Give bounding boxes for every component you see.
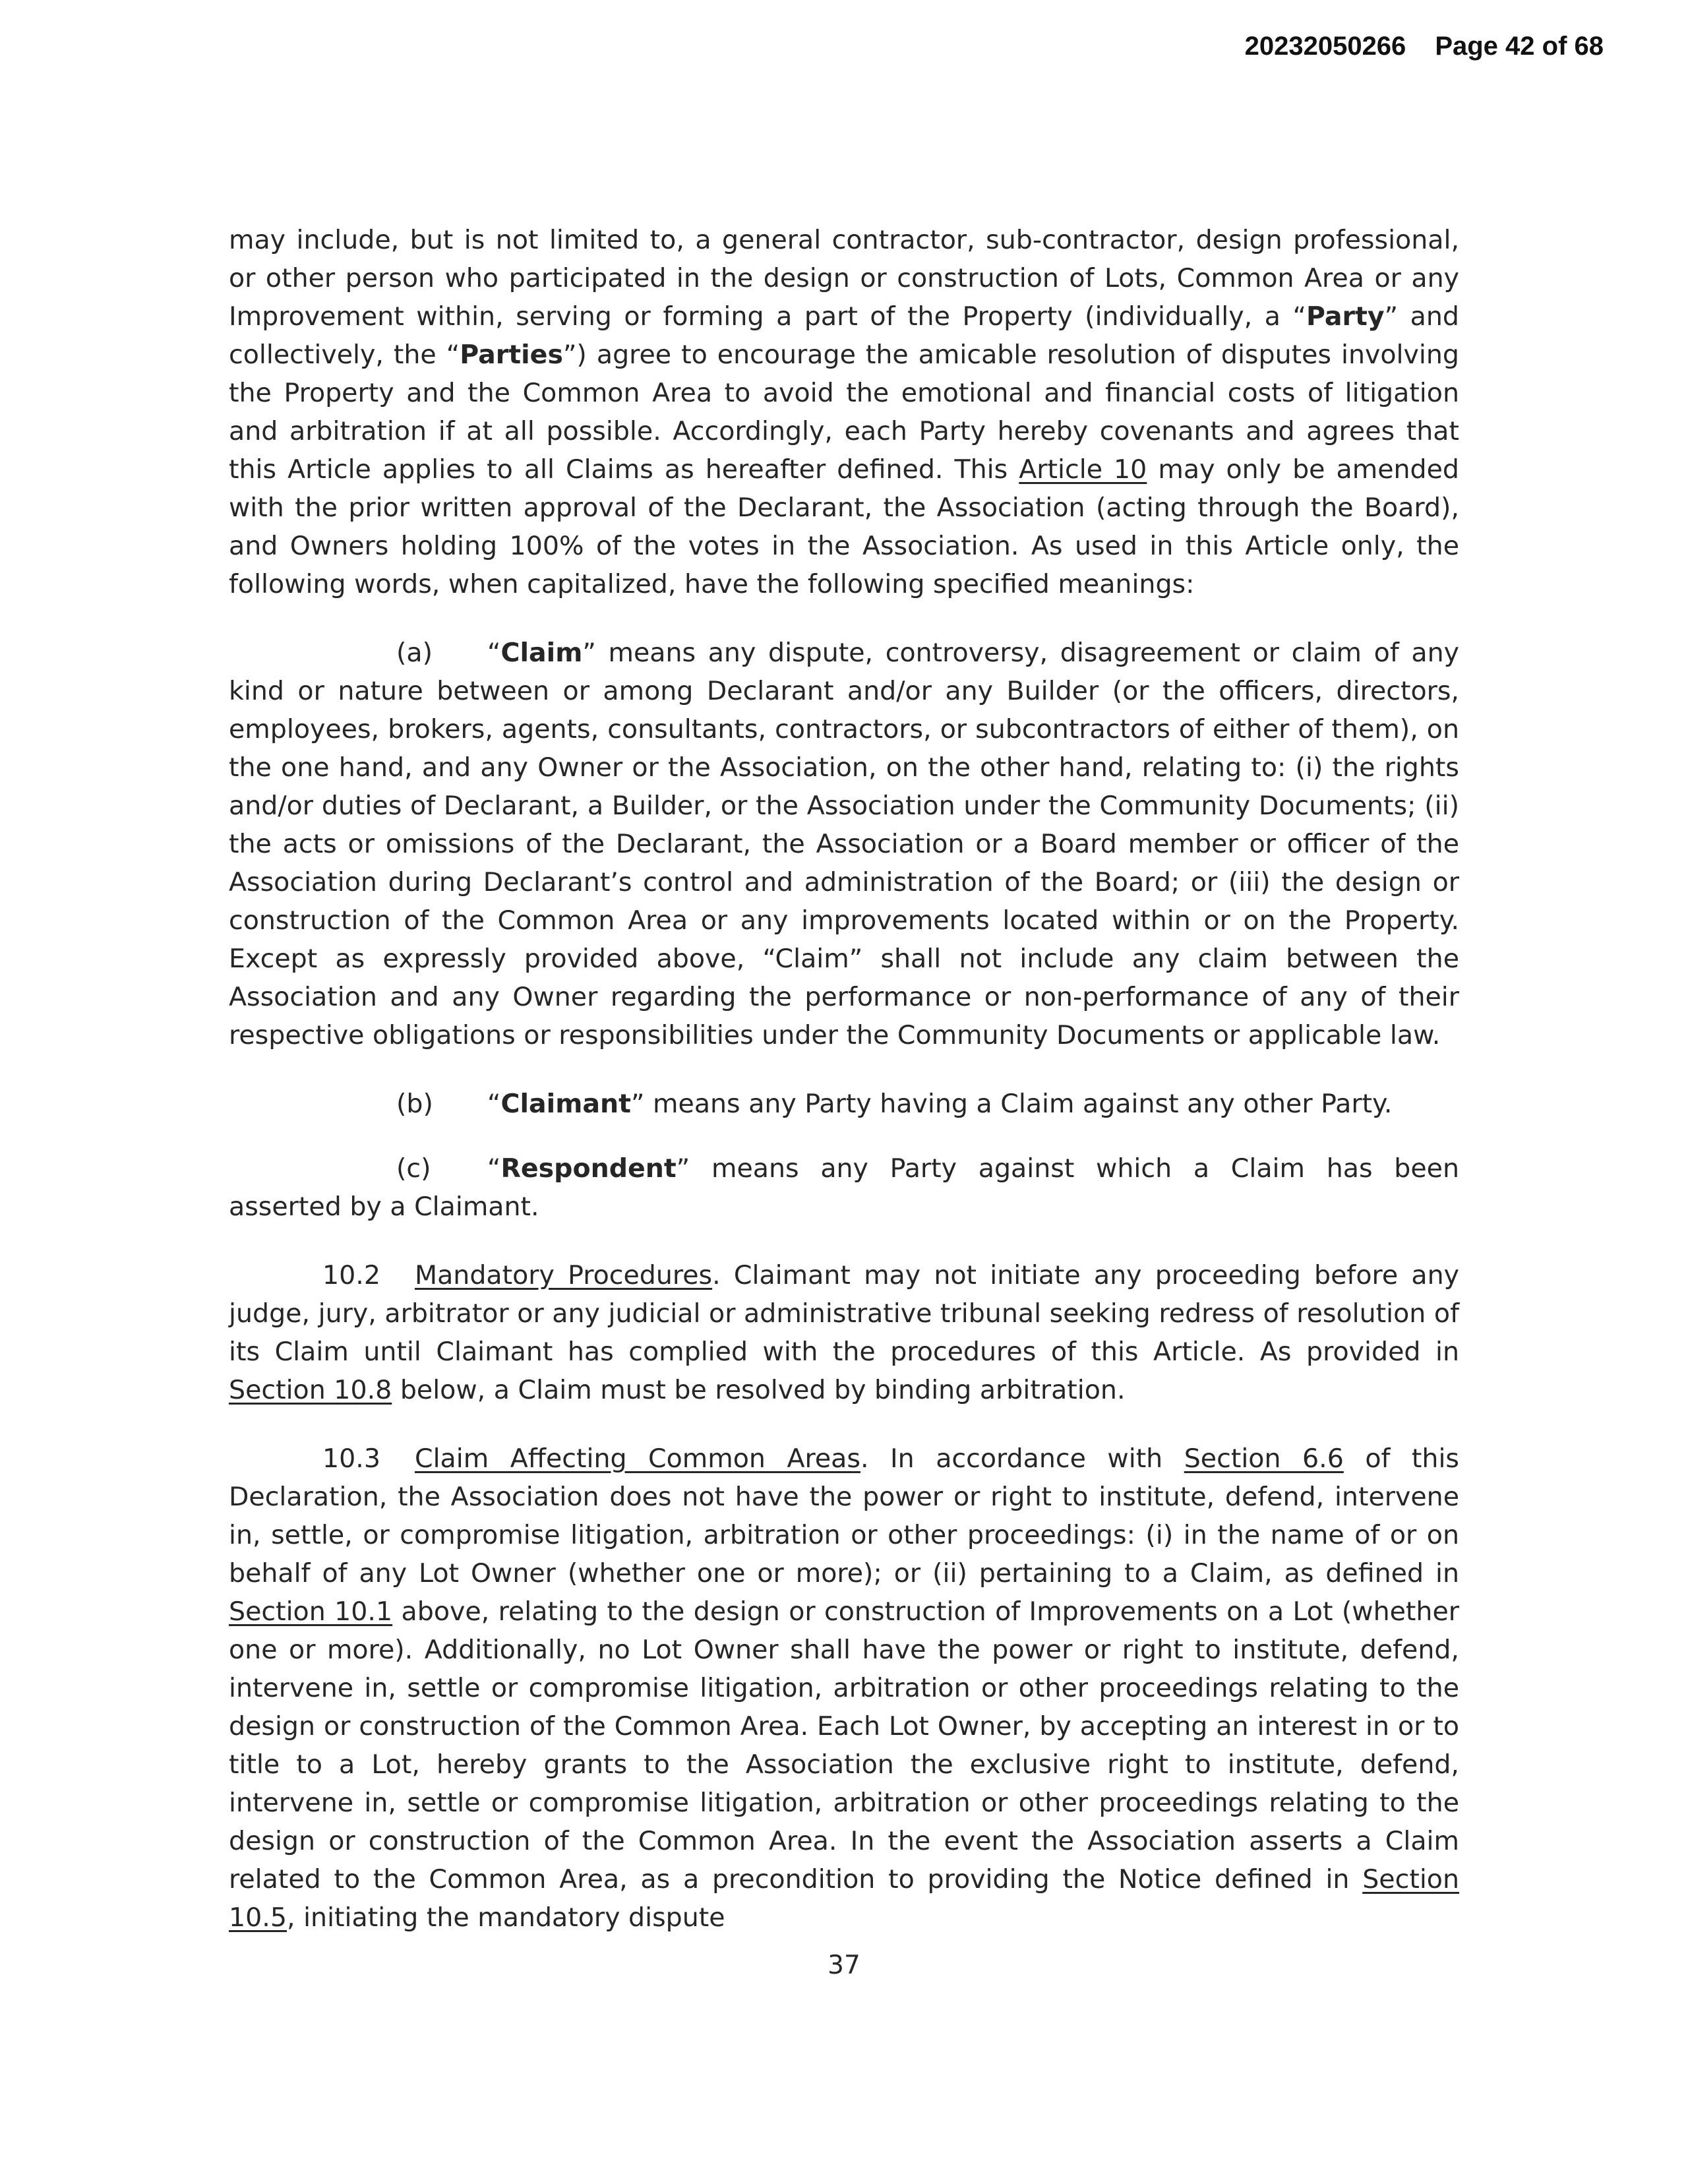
intro-text: may only be amended with the prior written approval of the Declarant, the Association (acting through the Board), and Owners holding 100% of the votes in the Association. As used in this Article only, the following words, when capitalized, have the following specified meanings: xyxy=(229,454,1459,599)
section-number: 10.2 xyxy=(322,1260,380,1290)
definition-claim xyxy=(229,634,1459,1054)
page-number: 37 xyxy=(828,1951,860,1980)
page-header xyxy=(1245,32,1604,61)
section-10-5-reference: Section 10.5 xyxy=(229,1864,1459,1933)
section-text: . Claimant may not initiate any proceeding before any judge, jury, arbitrator or any judicial or administrative tribunal seeking redress of resolution of its Claim until Claimant has complied with the procedures of this Article. As provided in xyxy=(229,1260,1460,1367)
section-10-8-reference: Section 10.8 xyxy=(229,1375,392,1405)
intro-paragraph xyxy=(229,221,1459,603)
document-number: 20232050266 xyxy=(1244,32,1406,61)
section-10-3 xyxy=(229,1440,1459,1937)
quote-mark: “ xyxy=(487,1153,501,1184)
definition-label: (b) xyxy=(396,1089,433,1119)
term-parties: Parties xyxy=(460,340,563,370)
section-title: Claim Affecting Common Areas xyxy=(415,1443,860,1474)
section-text: , initiating the mandatory dispute xyxy=(286,1902,725,1933)
definition-respondent xyxy=(229,1149,1459,1226)
definition-label: (a) xyxy=(396,638,433,668)
defined-term: Respondent xyxy=(500,1153,677,1184)
section-text: . In accordance with xyxy=(860,1443,1184,1474)
intro-text: may include, but is not limited to, a general contractor, sub-contractor, design professional, or other person who participated in the design or construction of Lots, Common Area or any Improvement within, serving or forming a part of the Property (individually, a “ xyxy=(229,225,1459,332)
section-text: below, a Claim must be resolved by binding arbitration. xyxy=(392,1375,1126,1405)
intro-text: ”) agree to encourage the amicable resolution of disputes involving the Property and the Common Area to avoid the emotional and financial costs of litigation and arbitration if at all possible. Accordingly, each Party hereby covenants and agrees that this Article applies to all Claims as hereafter defined. This xyxy=(229,340,1459,485)
section-10-2 xyxy=(229,1256,1459,1409)
document-body xyxy=(229,221,1459,1937)
intro-text: ” and collectively, the “ xyxy=(229,301,1459,370)
section-number: 10.3 xyxy=(322,1443,380,1474)
definition-text: ” means any Party against which a Claim has been asserted by a Claimant. xyxy=(229,1153,1459,1222)
page-label: Page 42 of 68 xyxy=(1435,32,1604,61)
defined-term: Claim xyxy=(500,638,583,668)
definition-claimant xyxy=(229,1085,1459,1123)
defined-term: Claimant xyxy=(500,1089,632,1119)
quote-mark: “ xyxy=(487,1089,501,1119)
section-10-1-reference: Section 10.1 xyxy=(229,1596,393,1627)
definition-text: ” means any dispute, controversy, disagreement or claim of any kind or nature between or among Declarant and/or any Builder (or the officers, directors, employees, brokers, agents, consultants, contractors, or subcontractors of either of them), on the one hand, and any Owner or the Association, on the other hand, relating to: (i) the rights and/or duties of Declarant, a Builder, or the Association under the Community Documents; (ii) the acts or omissions of the Declarant, the Association or a Board member or officer of the Association during Declarant’s control and administration of the Board; or (iii) the design or construction of the Common Area or any improvements located within or on the Property. Except as expressly provided above, “Claim” shall not include any claim between the Association and any Owner regarding the performance or non-performance of any of their respective obligations or responsibilities under the Community Documents or applicable law. xyxy=(229,638,1459,1050)
section-6-6-reference: Section 6.6 xyxy=(1184,1443,1344,1474)
definition-label: (c) xyxy=(396,1153,431,1184)
quote-mark: “ xyxy=(487,638,501,668)
definition-text: ” means any Party having a Claim against any other Party. xyxy=(631,1089,1393,1119)
term-party: Party xyxy=(1306,301,1385,332)
section-text: of this Declaration, the Association does not have the power or right to institute, defend, intervene in, settle, or compromise litigation, arbitration or other proceedings: (i) in the name of or on behalf of any Lot Owner (whether one or more); or (ii) pertaining to a Claim, as defined in xyxy=(229,1443,1459,1589)
section-text: above, relating to the design or construction of Improvements on a Lot (whether one or more). Additionally, no Lot Owner shall have the power or right to institute, defend, intervene in, settle or compromise litigation, arbitration or other proceedings relating to the design or construction of the Common Area. Each Lot Owner, by accepting an interest in or to title to a Lot, hereby grants to the Association the exclusive right to institute, defend, intervene in, settle or compromise litigation, arbitration or other proceedings relating to the design or construction of the Common Area. In the event the Association asserts a Claim related to the Common Area, as a precondition to providing the Notice defined in xyxy=(229,1596,1459,1895)
section-title: Mandatory Procedures xyxy=(415,1260,713,1290)
article-10-reference: Article 10 xyxy=(1019,454,1147,485)
